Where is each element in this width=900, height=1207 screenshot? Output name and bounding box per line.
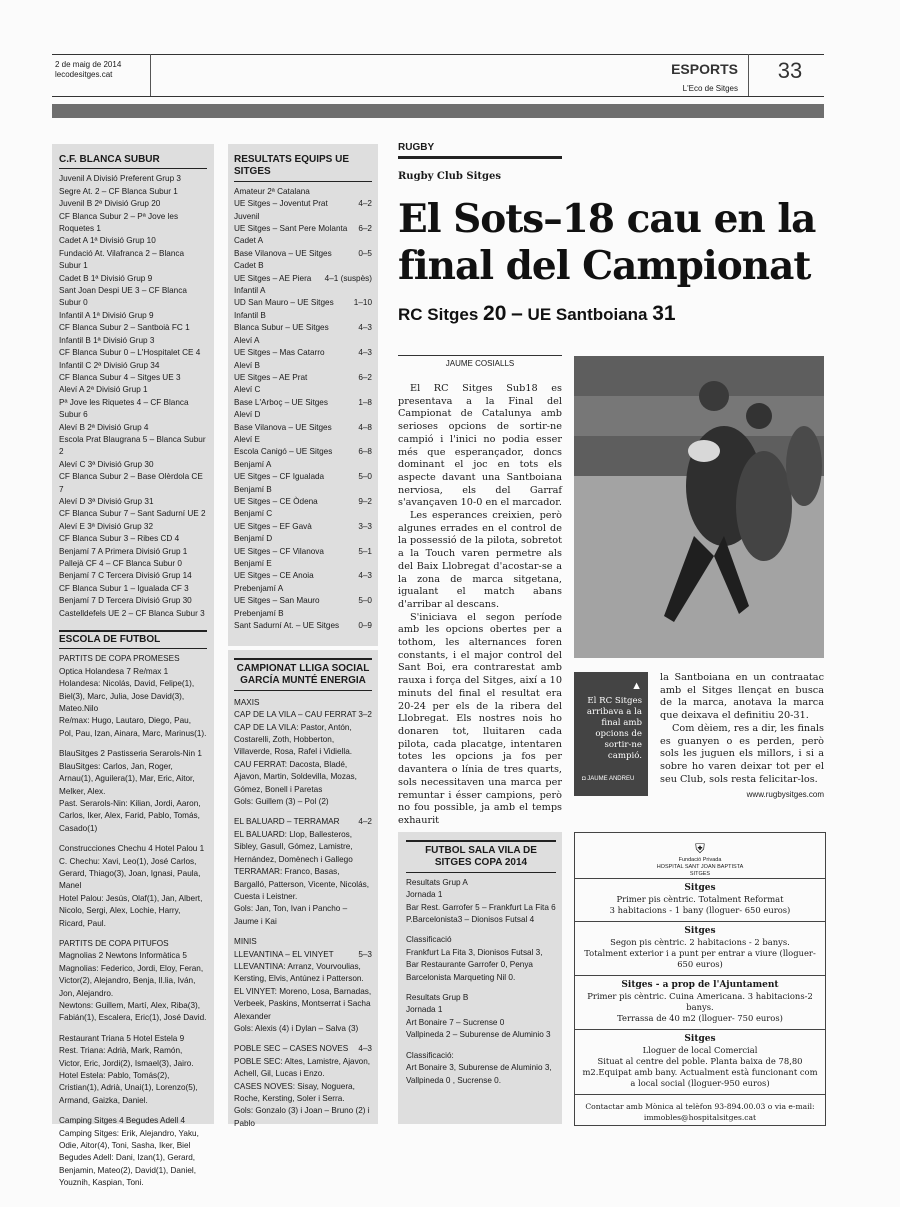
result-row [234,198,372,210]
property-listing [575,878,825,921]
match-name: UE Sitges – CE Anoia [234,571,314,581]
match-score: 6–8 [358,447,372,457]
team-paragraph [59,653,207,740]
match-details [234,1056,372,1130]
match-score-line [398,302,818,326]
futsal-line: Resultats Grup A [406,877,468,887]
rugby-players-image [574,356,824,658]
hospital-logo [575,833,825,878]
match-details [234,722,372,809]
match-name: UE Sitges – CF Igualada [234,472,325,482]
result-row [234,620,372,632]
listing-line: 3 habitacions - 1 bany (lloguer- 650 euros) [609,905,791,915]
result-line: Benjamí 7 D Tercera Divisió Grup 30 [59,596,192,606]
result-row [234,372,372,384]
result-line: Cadet B 1ª Divisió Grup 9 [59,273,153,283]
match-name: EL BALUARD – TERRAMAR [234,817,340,827]
result-line: Infantil A 1ª Divisió Grup 9 [59,310,154,320]
result-row [234,484,372,496]
paragraph-line: Camping Sitges: Erik, Alejandro, Yaku, Odie, Aitor(4), Toni, Sasha, Iker, Biel [59,1128,199,1151]
article-paragraph: la Santboiana en un contraatac amb el Sitges llençat en busca de la marca, anotava la marca que deixava el definitiu 20-31. [660,672,824,722]
lineup-line: Gols: Jan, Ton, Ivan i Pancho – Jaume i Kai [234,904,348,926]
match-details [234,829,372,928]
result-row [234,248,372,260]
paragraph-line: Holandesa: Nicolás, David, Felipe(1), Biel(3), Marc, Julia, Jose David(3), Mateo.Nilo [59,679,195,714]
result-line: Fundació At. Vilafranca 2 – Blanca Subur 1 [59,248,185,271]
hospital-advertisement [574,832,826,1126]
futsal-line: Classificació [406,935,452,945]
match-row [234,709,372,721]
match-name: UE Sitges – Joventut Prat [234,199,328,209]
listing-line: Lloguer de local Comercial [642,1045,758,1055]
result-line: Juvenil B 2ª Divisió Grup 20 [59,199,161,209]
left-column-box [52,144,214,1188]
resultats-list [234,186,372,633]
result-line: CF Blanca Subur 4 – Sitges UE 3 [59,372,181,382]
match-name: Aleví D [234,410,261,420]
org-line: HOSPITAL SANT JOAN BAPTISTA [656,864,744,870]
match-name: Escola Canigó – UE Sitges [234,447,333,457]
result-line: CF Blanca Subur 2 – Pª Jove les Roquetes 1 [59,211,179,234]
lineup-line: TERRAMAR: Franco, Basas, Bargalló, Patterson, Vicente, Nicolás, Cuesta i Leistner. [234,867,370,901]
match-name: Aleví B [234,360,260,370]
result-line: Sant Joan Despi UE 3 – CF Blanca Subur 0 [59,286,187,308]
match-name: UD San Mauro – UE Sitges [234,298,334,308]
paragraph-line: Newtons: Guillem, Martí, Alex, Riba(3), Fabián(1), Escalera, Eric(1), José David. [59,1001,207,1023]
result-row [234,570,372,582]
paragraph-line: Magnolias 2 Newtons Informàtica 5 [59,951,187,961]
result-line: Aleví E 3ª Divisió Grup 32 [59,521,154,531]
match-name: UE Sitges – CF Vilanova [234,546,324,556]
result-row [234,558,372,570]
result-line: CF Blanca Subur 2 – Base Olèrdola CE 7 [59,472,203,494]
org-line: SITGES [689,871,711,877]
score-home: 20 [483,302,507,325]
result-row [234,459,372,471]
futsal-line: P.Barcelonista3 – Dionisos Futsal 4 [406,915,535,925]
match-name: Base L'Arboç – UE Sitges [234,397,328,407]
arrow-up-icon: ▲ [631,680,642,692]
match-details [234,961,372,1035]
futsal-line: Classificació: [406,1050,454,1060]
section-title: RESULTATS EQUIPS UE SITGES [234,154,372,182]
result-row [234,533,372,545]
article-kicker: Rugby Club Sitges [398,171,501,182]
match-score: 4–8 [358,422,372,432]
team-paragraph [59,1033,207,1107]
property-listings [575,878,825,1094]
match-score: 4–3 [358,348,372,358]
match-name: Base Vilanova – UE Sitges [234,422,332,432]
match-name: Base Vilanova – UE Sitges [234,248,332,258]
result-line: Escola Prat Blaugrana 5 – Blanca Subur 2 [59,434,206,457]
team-away: UE Santboiana [527,305,648,324]
result-line: Juvenil A Divisió Preferent Grup 3 [59,174,181,184]
header-date-block [55,60,121,80]
result-line: CF Blanca Subur 1 – Igualada CF 3 [59,583,189,593]
result-line: Aleví B 2ª Divisió Grup 4 [59,422,149,432]
result-row [234,235,372,247]
match-name: Benjamí E [234,559,272,568]
paragraph-line: BlauSitges: Carlos, Jan, Roger, Arnau(1), Aguilera(1), Mar, Eric, Aitor, Melker, Alex. [59,761,195,796]
result-row [234,595,372,607]
result-row [234,322,372,334]
decorative-band [52,104,824,118]
article-headline [398,196,828,290]
match-name: Cadet A [234,236,264,246]
result-row [234,310,372,322]
article-body-col1 [398,383,562,828]
match-score: 5–0 [358,472,372,482]
match-name: Benjamí C [234,509,273,519]
team-home: RC Sitges [398,305,479,324]
listing-title: Sitges - a prop de l'Ajuntament [621,980,779,990]
article-paragraph: S'iniciava el segon període amb les opcions obertes per a tothom, les alternances foren constants, i el major control del Sant Boi, era contrarestat amb rauxa i força del Sitges, així a 10 minuts del final el resultat era 20-24 per els de la ribera del Llobregat. Els nostres nois ho donaren tot, lluitaren cada pilota, cada placatge, intentaren totes les opcions ja fos per davantera o línia de tres quarts, sols necessitaven una marca per remuntar i ésser campions, però no fou possible, ja amb el temps exhaurit [398,611,562,826]
result-row [234,211,372,223]
result-row [234,546,372,558]
match-name: Sant Sadurní At. – UE Sitges [234,621,340,631]
lineup-line: LLEVANTINA: Arranz, Vourvoulias, Kersting, Elvis, Antúnez i Patterson. [234,961,364,984]
result-row [234,409,372,421]
lineup-line: CASES NOVES: Sisay, Noguera, Roche, Kersting, Soler i Serra. [234,1081,355,1103]
spacer [406,1042,556,1050]
listing-line: Totalment exterior i a punt per entrar a viure (lloguer- 650 euros) [584,948,816,969]
header-site: lecodesitges.cat [55,70,113,79]
listing-title: Sitges [684,883,716,893]
match-score: 4–1 (suspès) [324,273,372,283]
result-row [234,434,372,446]
page-number: 33 [777,58,803,83]
futsal-line: Vallpineda 2 – Suburense de Aluminio 3 [406,1030,551,1040]
paragraph-line: PARTITS DE COPA PITUFOS [59,938,169,948]
listing-line: Situat al centre del poble. Planta baixa de 78,80 m2.Equipat amb bany. Actualment està funcionant com a local social (lloguer-950 euros) [582,1056,818,1088]
lineup-line: Gols: Guillem (3) – Pol (2) [234,797,329,807]
match-name: Prebenjamí A [234,583,284,593]
match-name: Prebenjamí B [234,608,284,618]
match-name: Juvenil [234,211,260,221]
result-row [234,223,372,235]
result-line: Aleví D 3ª Divisió Grup 31 [59,496,154,506]
result-row [234,508,372,520]
match-name: UE Sitges – AE Prat [234,372,308,382]
match-score: 0–9 [358,621,372,631]
publication-name: L'Eco de Sitges [682,84,738,93]
header-bottom-rule [52,96,824,97]
paragraph-line: Begudes Adell: Dani, Izan(1), Gerard, Benjamin, Mateo(2), David(1), Daniel, Youznih, Kaspian, Toni. [59,1153,196,1188]
listing-line: Primer pis cèntric. Cuina Americana. 3 habitacions-2 banys. [587,991,813,1012]
paragraph-line: C. Chechu: Xavi, Leo(1), José Carlos, Gerard, Thiago(3), Joan, Ignasi, Paula, Manel [59,856,201,891]
section-title: C.F. BLANCA SUBUR [59,154,207,169]
listing-title: Sitges [684,926,716,936]
result-row [234,360,372,372]
photo-caption: El RC Sitges arribava a la final amb opcions de sortir-ne campió. [586,696,642,761]
lineup-line: CAU FERRAT: Dacosta, Bladé, Ajavon, Martin, Soldevilla, Mozas, Gómez, Bonell i Paretas [234,759,357,794]
match-name: Aleví C [234,385,261,395]
result-row [234,583,372,595]
spacer [406,984,556,992]
lineup-line: POBLE SEC: Altes, Lamistre, Ajavon, Achell, Gil, Lucas i Enzo. [234,1056,371,1079]
article-paragraph: Les esperances creixien, però algunes errades en el control de la possessió de la pilota, sobretot a la Touch varen permetre als del Baix Llobregat d'acostar-se a la zona de marca sitgetana, igualant el match abans d'arribar al descans. [398,510,562,610]
result-line: Cadet A 1ª Divisió Grup 10 [59,236,156,246]
property-listing [575,975,825,1029]
lineup-line: Gols: Alexis (4) i Dylan – Salva (3) [234,1023,359,1033]
section-title: ESCOLA DE FUTBOL [59,630,207,649]
header-divider [748,54,749,96]
result-line: Infantil C 2ª Divisió Grup 34 [59,360,160,370]
futsal-line: Art Bonaire 3, Suburense de Aluminio 3, Vallpineda 0 , Sucrense 0. [406,1063,552,1085]
lineup-line: CAP DE LA VILA: Pastor, Antón, Costarelli, Zoth, Hobberton, Villaverde, Rosa, Rafel i Vidiella. [234,722,353,757]
result-row [234,260,372,272]
match-score: 0–5 [358,248,372,258]
section-name: ESPORTS [671,61,738,77]
result-row [234,471,372,483]
team-paragraph [59,1115,207,1189]
match-score: 1–8 [358,397,372,407]
result-row [234,608,372,620]
match-score: 5–0 [358,596,372,606]
paragraph-line: Optica Holandesa 7 Re/max 1 [59,666,169,676]
match-score: 1–10 [353,298,372,308]
article-body-col2 [660,672,824,802]
article-paragraph: Com dèiem, res a dir, les finals es guanyen o es perden, però sols les juguen els millors, i si a sobre ho varen deixar tot per el seu Club, sols resta felicitar-los. [660,722,824,785]
futsal-line: Jornada 1 [406,1005,443,1015]
paragraph-line: Rest. Triana: Adrià, Mark, Ramón, Victor, Eric, Jordi(2), Ismael(3), Jairo. [59,1046,194,1068]
camera-icon: ◘ [582,776,586,782]
futsal-line: Resultats Grup B [406,993,469,1003]
paragraph-line: Construcciones Chechu 4 Hotel Palou 1 [59,844,205,854]
paragraph-line: Camping Sitges 4 Begudes Adell 4 [59,1116,186,1126]
category-label: MINIS [234,937,257,947]
photo-credit: JAUME ANDREU [587,776,635,782]
result-line: Benjamí 7 C Tercera Divisió Grup 14 [59,571,192,581]
listing-line: Primer pis cèntric. Totalment Reformat [616,894,784,904]
result-row [234,384,372,396]
lliga-box [228,650,378,1128]
match-name: UE Sitges – EF Gavà [234,521,312,531]
futsal-line: Bar Rest. Garrofer 5 – Frankfurt La Fita 6 [406,902,556,912]
result-line: Aleví C 3ª Divisió Grup 30 [59,459,154,469]
result-line: CF Blanca Subur 2 – Santboià FC 1 [59,323,190,333]
paragraph-line: Past. Serarols-Nin: Kilian, Jordi, Aaron, Carlos, Iker, Alex, Farid, Pablo, Tomás, Casado(1) [59,798,201,833]
score-away: 31 [652,302,676,325]
match-score: 4–3 [358,571,372,581]
match-score: 4–3 [358,1044,372,1054]
result-row [234,285,372,297]
lineup-line: EL BALUARD: Llop, Ballesteros, Sibley, Gasull, Gómez, Lamistre, Hernández, Domènech i Gallego [234,829,353,864]
result-line: CF Blanca Subur 3 – Ribes CD 4 [59,534,180,544]
match-name: UE Sitges – San Mauro [234,596,320,606]
result-row [234,335,372,347]
blanca-results-list [59,173,207,620]
match-name: Cadet B [234,261,264,271]
match-row [234,949,372,961]
paragraph-line: Hotel Palou: Jesús, Olaf(1), Jan, Albert, Nicolo, Sergi, Alex, Lochie, Harry, Ricard, Paul. [59,893,203,928]
paragraph-line: Magnolias: Federico, Jordi, Eloy, Feran, Victor(2), Alejandro, Benja, Il.lia, Iván, Jon, Alejandro. [59,963,204,998]
result-row [234,422,372,434]
website-link[interactable]: www.rugbysitges.com [746,790,824,800]
paragraph-line: Hotel Estela: Pablo, Tomás(2), Cristian(1), Adrià, Unai(1), Lorenzo(5), Armand, Gaizka, Daniel. [59,1071,198,1105]
paragraph-line: PARTITS DE COPA PROMESES [59,654,180,664]
paragraph-line: BlauSitges 2 Pastisseria Serarols-Nin 1 [59,749,202,759]
blanca-subur-section [52,144,214,1190]
property-listing [575,1029,825,1094]
match-score: 6–2 [358,224,372,234]
result-row [234,186,372,198]
photo-credit-block [574,762,648,782]
team-paragraph [59,748,207,835]
section-title: CAMPIONAT LLIGA SOCIAL GARCÍA MUNTÉ ENERGIA [234,658,372,691]
listing-title: Sitges [684,1034,716,1044]
spacer [406,926,556,934]
result-line: CF Blanca Subur 0 – L'Hospitalet CE 4 [59,348,201,358]
headline-line: El Sots–18 cau en la [398,196,816,242]
match-name: UE Sitges – Sant Pere Molanta [234,224,348,234]
lineup-line: EL VINYET: Moreno, Losa, Barnadas, Verbeek, Paskins, Montserrat i Sacha Alexander [234,986,372,1021]
property-listing [575,921,825,975]
hospital-logo-icon: ⛨ [695,841,705,856]
match-name: UE Sitges – Mas Catarro [234,348,325,358]
photo-caption-box [574,672,648,796]
resultats-box [228,144,378,646]
match-name: CAP DE LA VILA – CAU FERRAT [234,710,357,720]
futsal-line: Frankfurt La Fita 3, Dionisos Futsal 3, Bar Restaurante Garrofer 0, Penya Barcelonista Marqueting Nil 0. [406,947,543,982]
match-name: Infantil B [234,310,266,320]
futsal-results [406,877,556,1087]
match-score: 5–3 [358,949,372,959]
match-row [234,816,372,828]
result-line: Aleví A 2ª Divisió Grup 1 [59,385,148,395]
paragraph-line: Re/max: Hugo, Lautaro, Diego, Pau, Pol, Pau, Izan, Ainara, Marc, Marinus(1). [59,716,207,738]
header-date: 2 de maig de 2014 [55,60,122,69]
result-row [234,446,372,458]
match-name: Benjamí D [234,534,273,544]
escola-futbol-list [59,653,207,1189]
match-score: 9–2 [358,496,372,506]
header-divider [150,54,151,96]
match-score: 3–2 [358,710,372,720]
match-name: Blanca Subur – UE Sitges [234,323,329,333]
match-score: 5–1 [358,546,372,556]
org-line: Fundació Privada [678,857,722,863]
listing-line: Segon pis cèntric. 2 habitacions - 2 banys. [610,937,790,947]
match-name: LLEVANTINA – EL VINYET [234,949,334,959]
match-name: Infantil A [234,286,266,296]
article-byline: JAUME COSIALLS [398,355,562,368]
match-name: POBLE SEC – CASES NOVES [234,1044,349,1054]
result-row [234,521,372,533]
futsal-line: Art Bonaire 7 – Sucrense 0 [406,1017,505,1027]
result-line: Pallejà CF 4 – CF Blanca Subur 0 [59,559,182,568]
result-row [234,273,372,285]
match-row [234,1043,372,1055]
match-name: Aleví E [234,434,260,444]
team-paragraph [59,938,207,1025]
result-row [234,496,372,508]
match-score: 4–2 [358,199,372,209]
score-dash: – [511,302,523,325]
rugby-photo [574,356,824,658]
result-line: Pª Jove les Riquetes 4 – CF Blanca Subur 6 [59,397,189,420]
result-line: CF Blanca Subur 7 – Sant Sadurní UE 2 [59,509,206,519]
ad-contact: Contactar amb Mònica al telèfon 93-894.00.03 o via e-mail: immobles@hospitalsitges.cat [575,1094,825,1123]
match-name: Benjamí A [234,459,272,469]
match-score: 4–2 [358,817,372,827]
result-row [234,347,372,359]
match-name: UE Sitges – CE Òdena [234,496,318,506]
futsal-box [398,832,562,1124]
match-score: 6–2 [358,372,372,382]
match-name: Amateur 2ª Catalana [234,186,310,196]
article-section-label [398,142,562,182]
match-score: 3–3 [358,521,372,531]
headline-line: final del Campionat [398,243,811,289]
futsal-line: Jornada 1 [406,890,443,900]
section-title: FUTBOL SALA VILA DE SITGES COPA 2014 [406,840,556,873]
result-line: Segre At. 2 – CF Blanca Subur 1 [59,186,178,196]
result-line: Castelldefels UE 2 – CF Blanca Subur 3 [59,608,205,618]
category-label: MAXIS [234,697,260,707]
section-label: RUGBY [398,142,562,159]
result-line: Infantil B 1ª Divisió Grup 3 [59,335,155,345]
match-score: 4–3 [358,323,372,333]
team-paragraph [59,843,207,930]
match-name: Benjamí B [234,484,272,494]
result-line: Benjamí 7 A Primera Divisió Grup 1 [59,546,188,556]
lineup-line: Gols: Gonzalo (3) i Joan – Bruno (2) i Pablo [234,1106,370,1128]
result-row [234,297,372,309]
header-top-rule [52,54,824,55]
article-paragraph: El RC Sitges Sub18 es presentava a la Final del Campionat de Catalunya amb serioses opcions de sortir-ne campió i l'inici no podia esser més que esperançador, doncs dominant el joc en tots els aspecte davant una Santboiana nerviosa, els del Garraf s'avançaven 10-0 en el marcador. [398,383,562,509]
result-row [234,397,372,409]
paragraph-line: Restaurant Triana 5 Hotel Estela 9 [59,1033,185,1043]
match-name: Aleví A [234,335,260,345]
listing-line: Terrassa de 40 m2 (lloguer- 750 euros) [617,1013,783,1023]
match-name: UE Sitges – AE Piera [234,273,312,283]
